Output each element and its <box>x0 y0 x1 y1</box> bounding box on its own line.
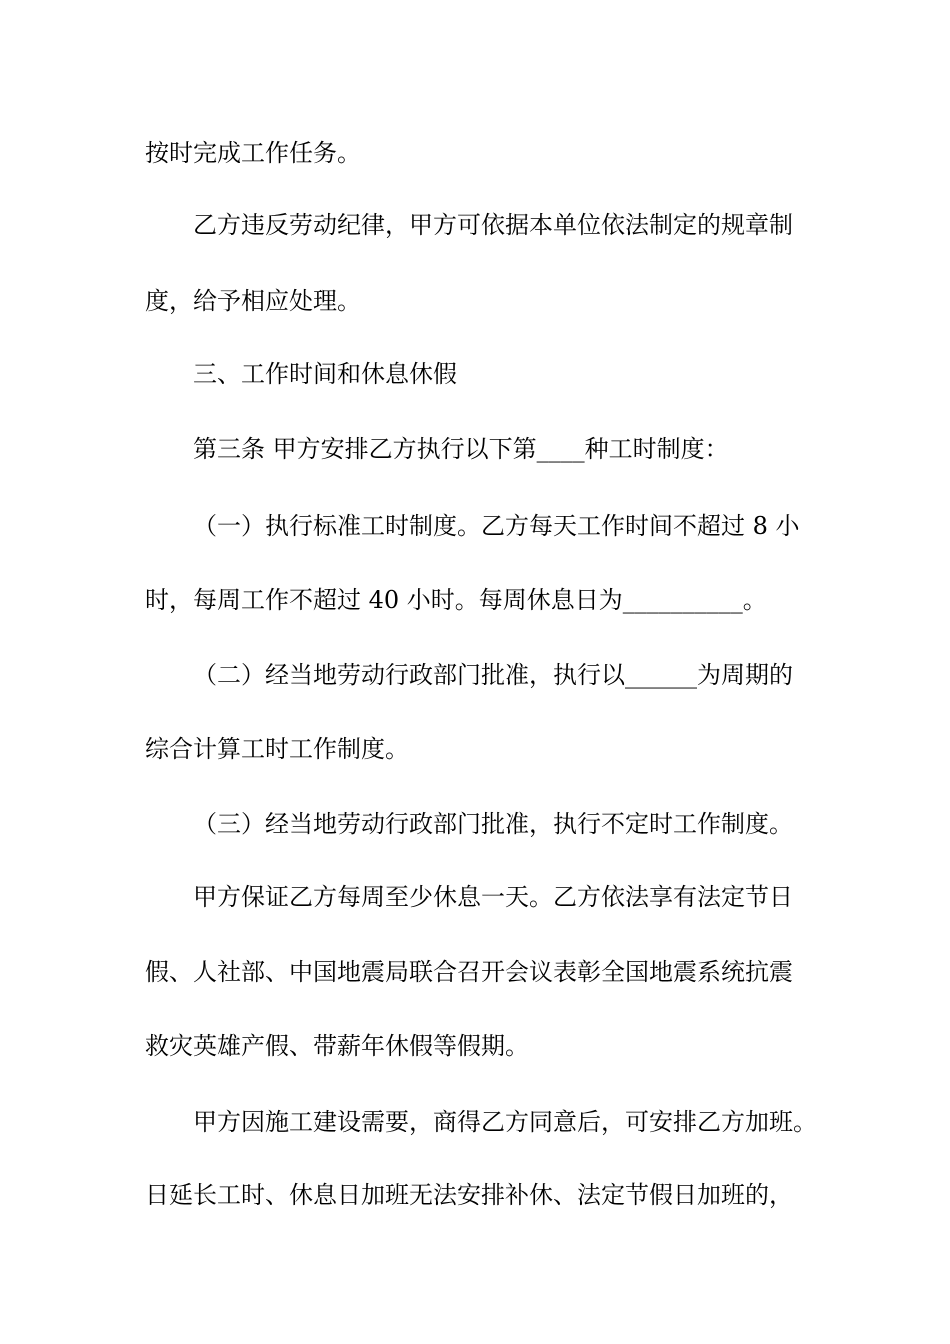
text-line: 时，每周工作不超过 40 小时。每周休息日为__________。 <box>145 586 767 614</box>
text-line: 度，给予相应处理。 <box>145 287 361 315</box>
text-line: （二）经当地劳动行政部门批准，执行以______为周期的 <box>193 661 793 689</box>
text-line: 日延长工时、休息日加班无法安排补休、法定节假日加班的， <box>145 1181 793 1209</box>
text-line: （三）经当地劳动行政部门批准，执行不定时工作制度。 <box>193 810 793 838</box>
text-line: 救灾英雄产假、带薪年休假等假期。 <box>145 1032 529 1060</box>
text-line: 假、人社部、中国地震局联合召开会议表彰全国地震系统抗震 <box>145 958 793 986</box>
text-line: （一）执行标准工时制度。乙方每天工作时间不超过 8 小 <box>193 512 800 540</box>
text-line: 甲方保证乙方每周至少休息一天。乙方依法享有法定节日 <box>193 883 793 911</box>
section-heading: 三、工作时间和休息休假 <box>193 360 457 388</box>
text-line: 乙方违反劳动纪律，甲方可依据本单位依法制定的规章制 <box>193 211 793 239</box>
text-line: 按时完成工作任务。 <box>145 139 361 167</box>
text-line: 甲方因施工建设需要，商得乙方同意后，可安排乙方加班。 <box>193 1108 817 1136</box>
text-line: 综合计算工时工作制度。 <box>145 735 409 763</box>
article-heading: 第三条 甲方安排乙方执行以下第____种工时制度： <box>193 435 729 463</box>
